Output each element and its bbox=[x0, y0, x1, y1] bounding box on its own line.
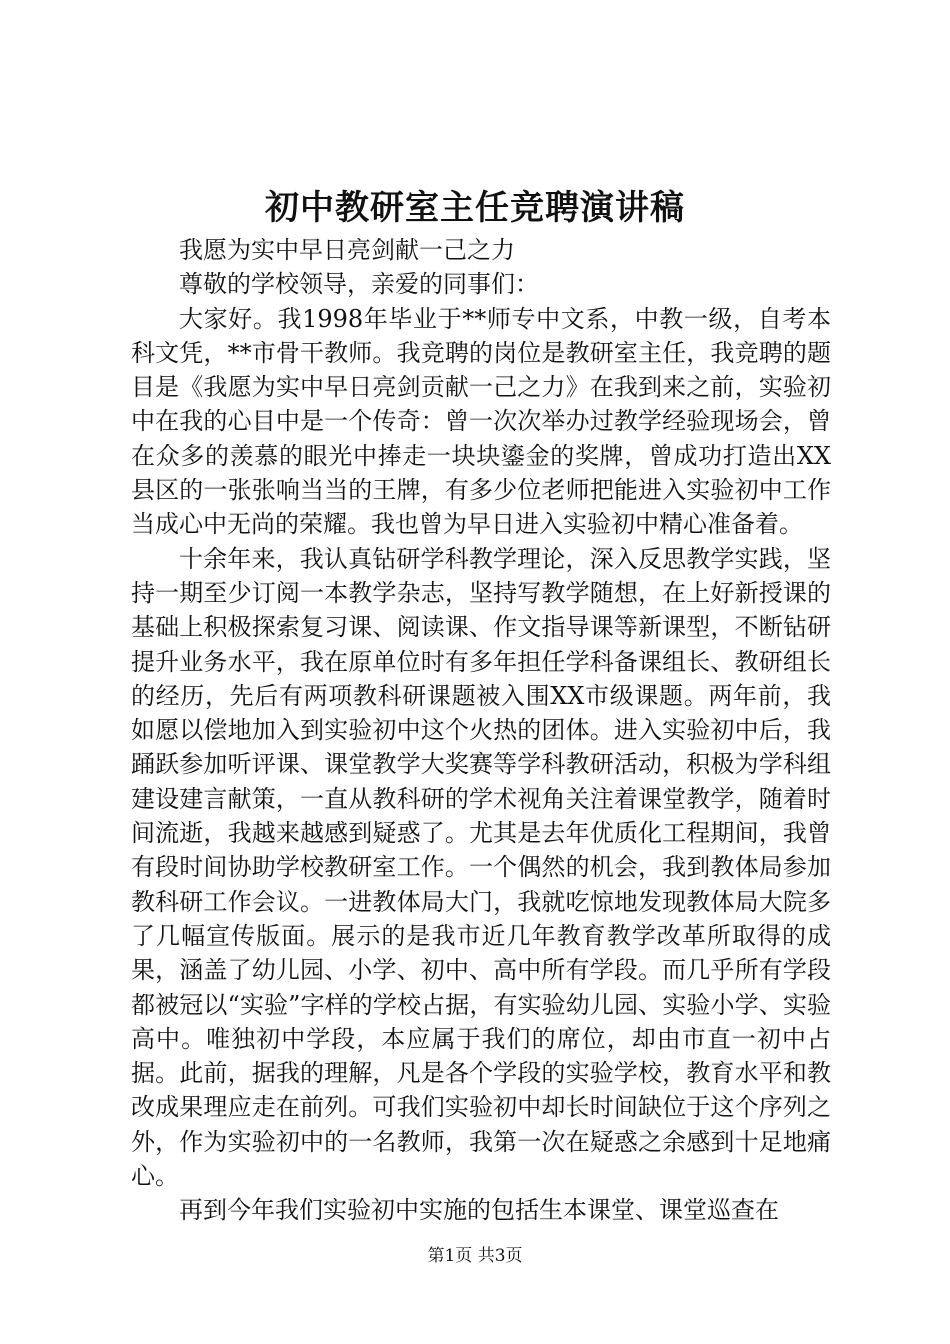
document-title: 初中教研室主任竞聘演讲稿 bbox=[265, 188, 685, 228]
paragraph-salutation: 尊敬的学校领导，亲爱的同事们： bbox=[179, 270, 539, 299]
paragraph-continuation: 再到今年我们实验初中实施的包括生本课堂、课堂巡查在 bbox=[179, 1196, 779, 1225]
document-body bbox=[131, 233, 831, 1228]
page-footer: 第1页 共3页 bbox=[427, 1246, 523, 1266]
paragraph-introduction: 大家好。我1998年毕业于**师专中文系，中教一级，自考本科文凭，**市骨干教师。我竞聘的岗位是教研室主任，我竞聘的题目是《我愿为实中早日亮剑贡献一己之力》在我到来之前，实验初中在我的心目中是一个传奇：曾一次次举办过教学经验现场会，曾在众多的羡慕的眼光中捧走一块块鎏金的奖牌，曾成功打造出XX县区的一张张响当当的王牌，有多少位老师把能进入实验初中工作当成心中无尚的荣耀。我也曾为早日进入实验初中精心准备着。 bbox=[131, 304, 831, 539]
paragraph-experience: 十余年来，我认真钻研学科教学理论，深入反思教学实践，坚持一期至少订阅一本教学杂志，坚持写教学随想，在上好新授课的基础上积极探索复习课、阅读课、作文指导课等新课型，不断钻研提升业务水平，我在原单位时有多年担任学科备课组长、教研组长的经历，先后有两项教科研课题被入围XX市级课题。两年前，我如愿以偿地加入到实验初中这个火热的团体。进入实验初中后，我踊跃参加听评课、课堂教学大奖赛等学科教研活动，积极为学科组建设建言献策，一直从教科研的学术视角关注着课堂教学，随着时间流逝，我越来越感到疑惑了。尤其是去年优质化工程期间，我曾有段时间协助学校教研室工作。一个偶然的机会，我到教体局参加教科研工作会议。一进教体局大门，我就吃惊地发现教体局大院多了几幅宣传版面。展示的是我市近几年教育教学改革所取得的成果，涵盖了幼儿园、小学、初中、高中所有学段。而几乎所有学段都被冠以“实验”字样的学校占据，有实验幼儿园、实验小学、实验高中。唯独初中学段，本应属于我们的席位，却由市直一初中占据。此前，据我的理解，凡是各个学段的实验学校，教育水平和教改成果理应走在前列。可我们实验初中却长时间缺位于这个序列之外，作为实验初中的一名教师，我第一次在疑惑之余感到十足地痛心。 bbox=[131, 544, 831, 1191]
paragraph-subtitle: 我愿为实中早日亮剑献一己之力 bbox=[179, 236, 515, 264]
